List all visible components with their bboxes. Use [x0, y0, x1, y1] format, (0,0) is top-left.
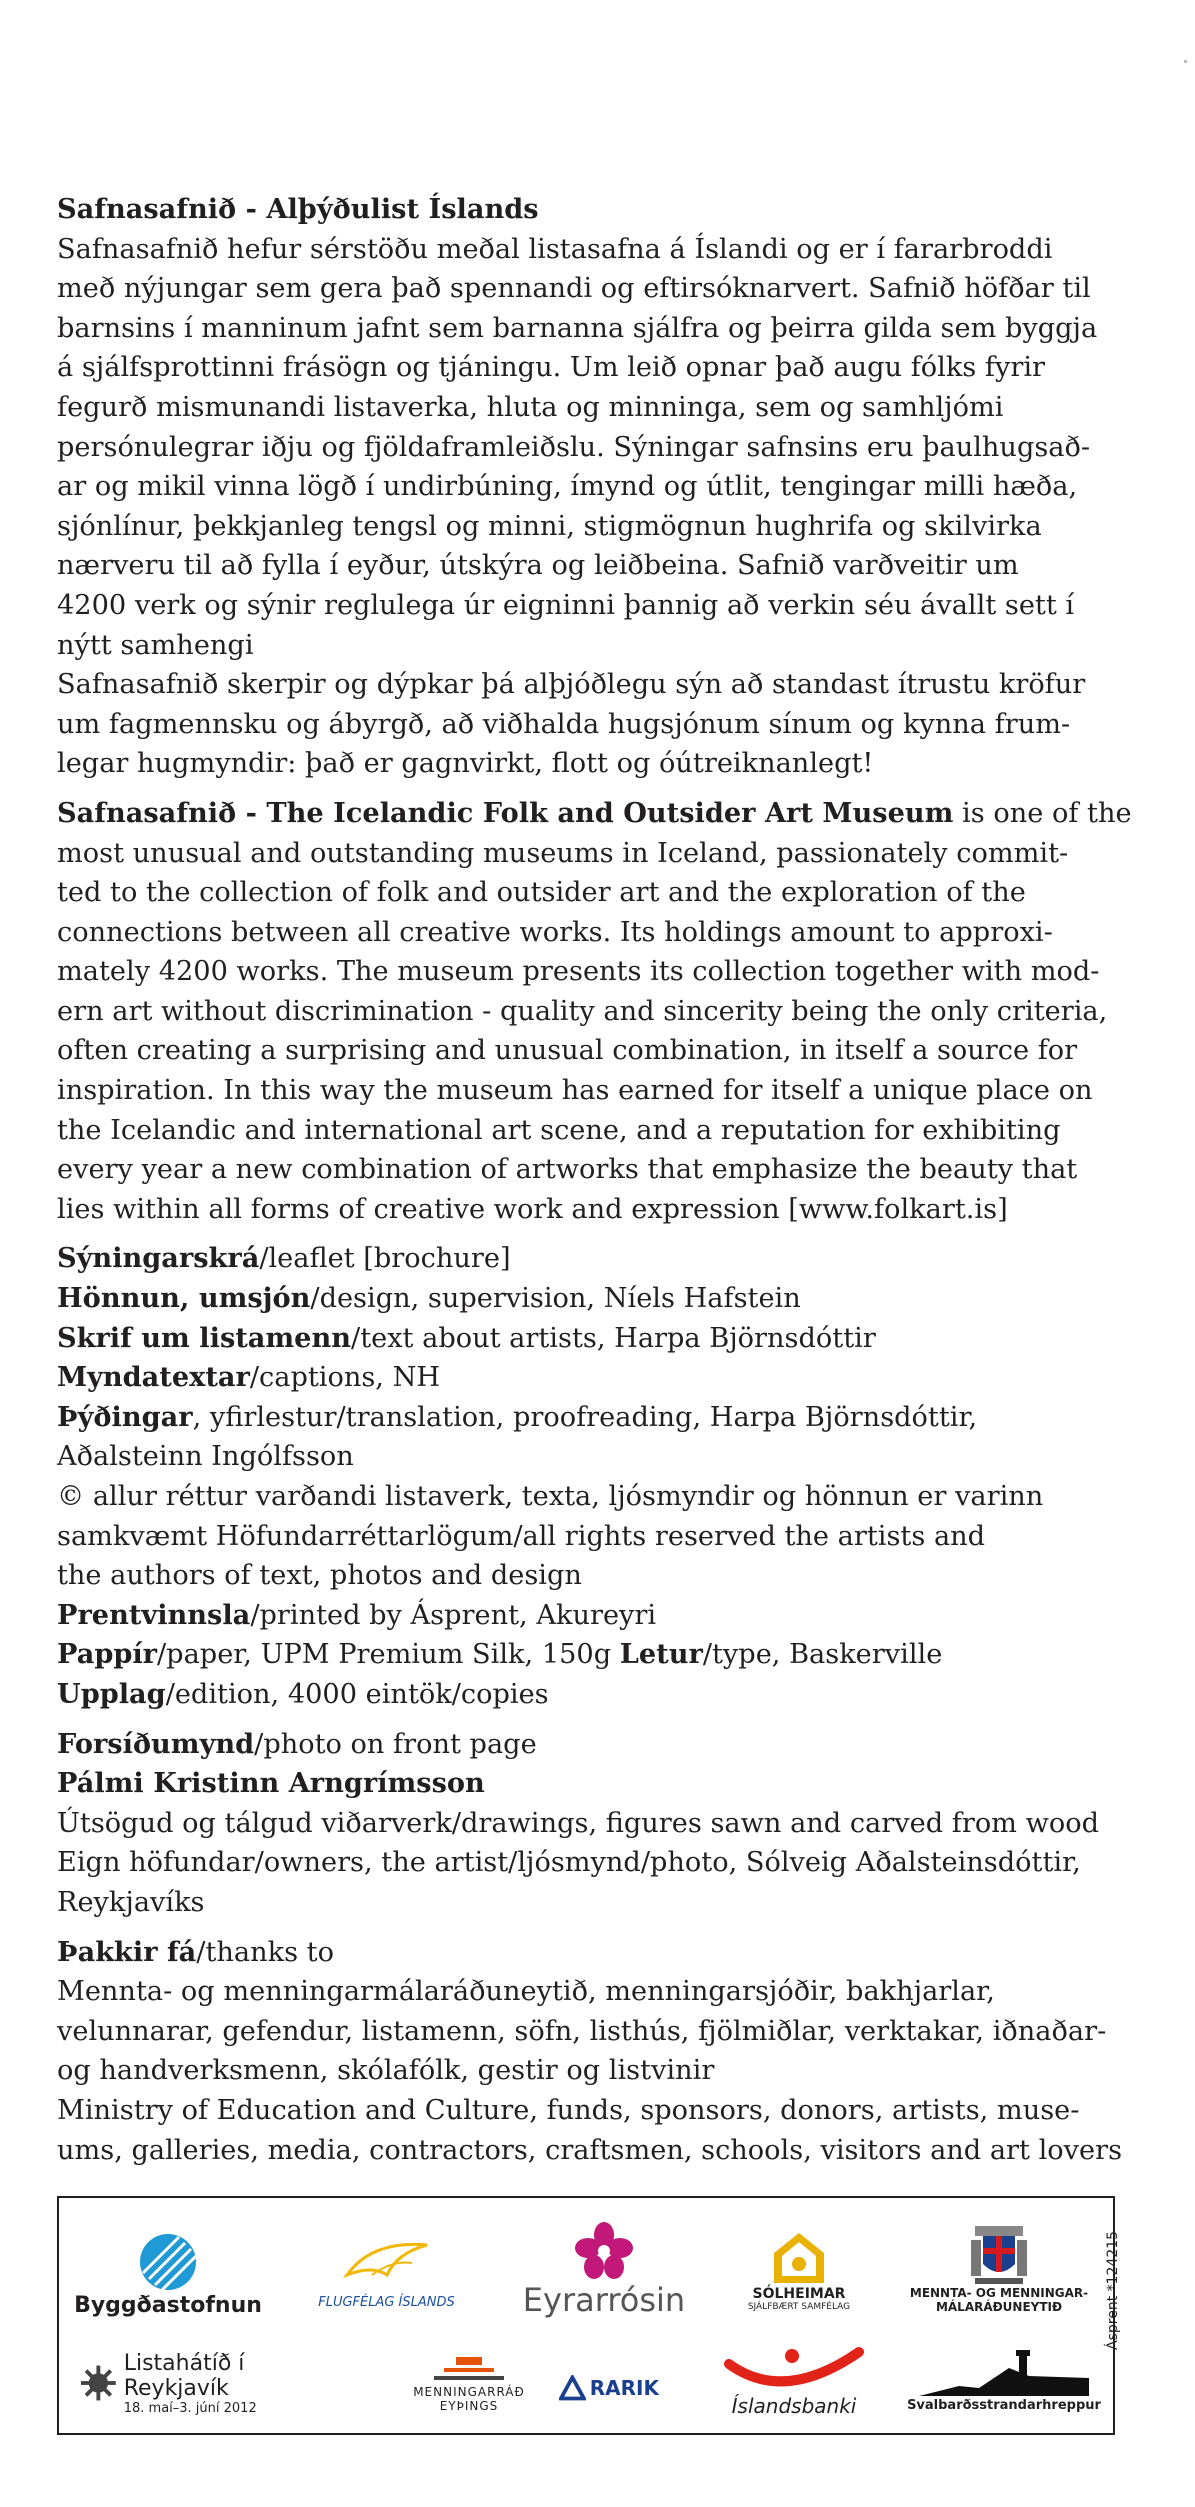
eyrarrosin-icon — [574, 2221, 634, 2281]
text-line: connections between all creative works. Its holdings amount to approxi- — [57, 916, 1053, 948]
credit-label: Þakkir fá — [57, 1935, 197, 1968]
credit-line — [57, 1596, 1137, 1636]
text-line: með nýjungar sem gera það spennandi og eftirsóknarvert. Safnið höfðar til — [57, 273, 1091, 305]
credit-line — [57, 1635, 1137, 1675]
text-line: sjónlínur, þekkjanleg tengsl og minni, stigmögnun hughrifa og skilvirka — [57, 510, 1042, 542]
section-is-body — [57, 230, 1137, 784]
credit-value: , yfirlestur/translation, proofreading, Harpa Björnsdóttir, — [192, 1401, 978, 1433]
credit-value: /captions, NH — [249, 1362, 441, 1394]
credit-label: Letur — [619, 1638, 703, 1671]
text-line: the Icelandic and international art scene, and a reputation for exhibiting — [57, 1114, 1061, 1146]
text-line: Reykjavíks — [57, 1886, 205, 1918]
text-line: persónulegrar iðju og fjöldaframleiðslu. Sýningar safnsins eru þaulhugsað- — [57, 431, 1091, 463]
rarik-logo — [559, 2368, 659, 2408]
menningarrad-icon — [434, 2355, 504, 2385]
credit-line — [57, 1319, 1137, 1359]
text-line: nærveru til að fylla í eyður, útskýra og leiðbeina. Safnið varðveitir um — [57, 550, 1019, 582]
listahatid-label: Listahátíð í Reykjavík — [123, 2350, 245, 2401]
credit-label: Hönnun, umsjón — [57, 1282, 311, 1315]
credit-value: /text about artists, Harpa Björnsdóttir — [351, 1322, 876, 1354]
text-line: 4200 verk og sýnir reglulega úr eigninni þannig að verkin séu ávallt sett í — [57, 589, 1075, 621]
menningarrad-logo — [394, 2346, 544, 2421]
credit-value: /leaflet [brochure] — [259, 1243, 511, 1275]
flugfelag-icon — [342, 2235, 432, 2295]
credit-label: Forsíðumynd — [57, 1727, 255, 1760]
flugfelag-logo — [299, 2222, 474, 2322]
text-line: ern art without discrimination - quality and sincerity being the only criteria, — [57, 995, 1108, 1027]
svalbard-logo — [904, 2338, 1104, 2423]
flugfelag-label: FLUGFÉLAG ÍSLANDS — [318, 2294, 455, 2310]
text-line: ted to the collection of folk and outsider art and the exploration of the — [57, 877, 1026, 909]
text-line: Eign höfundar/owners, the artist/ljósmynd/photo, Sólveig Aðalsteinsdóttir, — [57, 1847, 1081, 1879]
text-line: most unusual and outstanding museums in Iceland, passionately commit- — [57, 837, 1069, 869]
text-line: Mennta- og menningarmálaráðuneytið, menningarsjóðir, bakhjarlar, — [57, 1976, 995, 2008]
credit-line — [57, 1279, 1137, 1319]
credit-label: Skrif um listamenn — [57, 1321, 352, 1354]
text-line: ar og mikil vinna lögð í undirbúning, ímynd og útlit, tengingar milli hæða, — [57, 471, 1078, 503]
svalbard-icon — [919, 2348, 1089, 2398]
text-line: lies within all forms of creative work and expression [www.folkart.is] — [57, 1193, 1008, 1225]
islandsbanki-icon — [724, 2344, 864, 2394]
text-line: mately 4200 works. The museum presents its collection together with mod- — [57, 956, 1100, 988]
credit-line — [57, 1358, 1137, 1398]
corner-mark — [1184, 60, 1187, 63]
text-line: nýtt samhengi — [57, 629, 254, 661]
credit-line — [57, 1725, 1137, 1765]
credit-line — [57, 1398, 1137, 1438]
menningarrad-label-line2: EYÞINGS — [439, 2398, 499, 2413]
coat-of-arms-icon — [969, 2222, 1029, 2286]
credit-label: Þýðingar — [57, 1400, 193, 1433]
sponsor-logos-box — [57, 2196, 1115, 2435]
credit-line — [57, 1675, 1137, 1715]
museum-name-en: Safnasafnið - The Icelandic Folk and Outsider Art Museum — [57, 796, 954, 829]
text-line: á sjálfsprottinni frásögn og tjáningu. Um leið opnar það augu fólks fyrir — [57, 352, 1046, 384]
text-line — [57, 794, 1137, 834]
byggdastofnun-label: Byggðastofnun — [74, 2293, 262, 2318]
menningarrad-label-line1: MENNINGARRÁÐ — [413, 2384, 525, 2399]
islandsbanki-label: Íslandsbanki — [731, 2393, 857, 2418]
credit-label: Myndatextar — [57, 1361, 250, 1394]
byggdastofnun-logo — [73, 2228, 263, 2323]
text-line: often creating a surprising and unusual combination, in itself a source for — [57, 1035, 1078, 1067]
ministry-label-line1: MENNTA- OG MENNINGAR- — [909, 2286, 1089, 2300]
text-line: ums, galleries, media, contractors, craftsmen, schools, visitors and art lovers — [57, 2134, 1123, 2166]
credit-line — [57, 1933, 1137, 1973]
credit-label: Prentvinnsla — [57, 1598, 251, 1631]
text-line: fegurð mismunandi listaverka, hluta og minninga, sem og samhljómi — [57, 391, 1004, 423]
credit-value: /paper, UPM Premium Silk, 150g — [157, 1639, 620, 1671]
byggdastofnun-icon — [139, 2233, 197, 2291]
text-line: legar hugmyndir: það er gagnvirkt, flott og óútreiknanlegt! — [57, 748, 874, 780]
thanks-block — [57, 1933, 1137, 2171]
artist-name-text: Pálmi Kristinn Arngrímsson — [57, 1767, 485, 1800]
credit-line — [57, 1239, 1137, 1279]
eyrarrosin-label: Eyrarrósin — [522, 2280, 686, 2319]
rarik-icon — [559, 2375, 586, 2401]
solheimar-icon — [771, 2230, 827, 2286]
ministry-logo — [894, 2208, 1104, 2328]
solheimar-label: SÓLHEIMAR — [752, 2286, 846, 2302]
credit-line: Aðalsteinn Ingólfsson — [57, 1441, 354, 1473]
document-body — [57, 190, 1137, 2170]
copyright-line: the authors of text, photos and design — [57, 1560, 582, 1592]
ministry-label-line2: MÁLARÁÐUNEYTIÐ — [935, 2300, 1063, 2314]
rarik-label: RARIK — [589, 2376, 659, 2400]
artist-name — [57, 1764, 1137, 1804]
listahatid-icon — [79, 2363, 118, 2403]
printer-code: Ásprent *124215 — [1105, 2230, 1121, 2350]
listahatid-date: 18. maí–3. júní 2012 — [123, 2400, 257, 2416]
text-line: inspiration. In this way the museum has earned for itself a unique place on — [57, 1075, 1093, 1107]
credit-value: /printed by Ásprent, Akureyri — [250, 1599, 657, 1631]
copyright-line: © allur réttur varðandi listaverk, texta, ljósmyndir og hönnun er varinn — [57, 1481, 1044, 1512]
credit-value: /design, supervision, Níels Hafstein — [310, 1283, 801, 1315]
listahatid-logo — [79, 2348, 349, 2418]
credit-value: /type, Baskerville — [702, 1639, 943, 1671]
section-title-is: Safnasafnið - Alþýðulist Íslands — [57, 193, 539, 225]
cover-block — [57, 1725, 1137, 1923]
svalbard-label: Svalbarðsstrandarhreppur — [907, 2398, 1101, 2413]
credit-value: /edition, 4000 eintök/copies — [165, 1678, 549, 1710]
copyright-line: samkvæmt Höfundarréttarlögum/all rights reserved the artists and — [57, 1520, 986, 1552]
text-line: every year a new combination of artworks that emphasize the beauty that — [57, 1154, 1078, 1186]
credit-label: Upplag — [57, 1677, 166, 1710]
islandsbanki-logo — [699, 2338, 889, 2423]
credit-value: /photo on front page — [254, 1728, 537, 1760]
text-line: Safnasafnið hefur sérstöðu meðal listasafna á Íslandi og er í fararbroddi — [57, 233, 1053, 265]
section-en-body — [57, 794, 1137, 1230]
eyrarrosin-logo — [499, 2212, 709, 2327]
solheimar-logo — [729, 2216, 869, 2326]
text-line: velunnarar, gefendur, listamenn, söfn, listhús, fjölmiðlar, verktakar, iðnaðar- — [57, 2015, 1107, 2047]
credits-block — [57, 1239, 1137, 1714]
text-line: og handverksmenn, skólafólk, gestir og listvinir — [57, 2055, 715, 2087]
solheimar-subtitle: SJÁLFBÆRT SAMFÉLAG — [747, 2302, 851, 2312]
text-fragment: is one of the — [953, 797, 1132, 829]
credit-value: /thanks to — [196, 1936, 334, 1968]
text-line: Safnasafnið skerpir og dýpkar þá alþjóðlegu sýn að standast ítrustu kröfur — [57, 669, 1086, 701]
text-line: Útsögud og tálgud viðarverk/drawings, figures sawn and carved from wood — [57, 1807, 1100, 1839]
credit-label: Pappír — [57, 1638, 158, 1671]
credit-label: Sýningarskrá — [57, 1242, 260, 1275]
text-line: barnsins í manninum jafnt sem barnanna sjálfra og þeirra gilda sem byggja — [57, 312, 1098, 344]
text-line: Ministry of Education and Culture, funds, sponsors, donors, artists, muse- — [57, 2094, 1080, 2126]
text-line: um fagmennsku og ábyrgð, að viðhalda hugsjónum sínum og kynna frum- — [57, 708, 1071, 740]
